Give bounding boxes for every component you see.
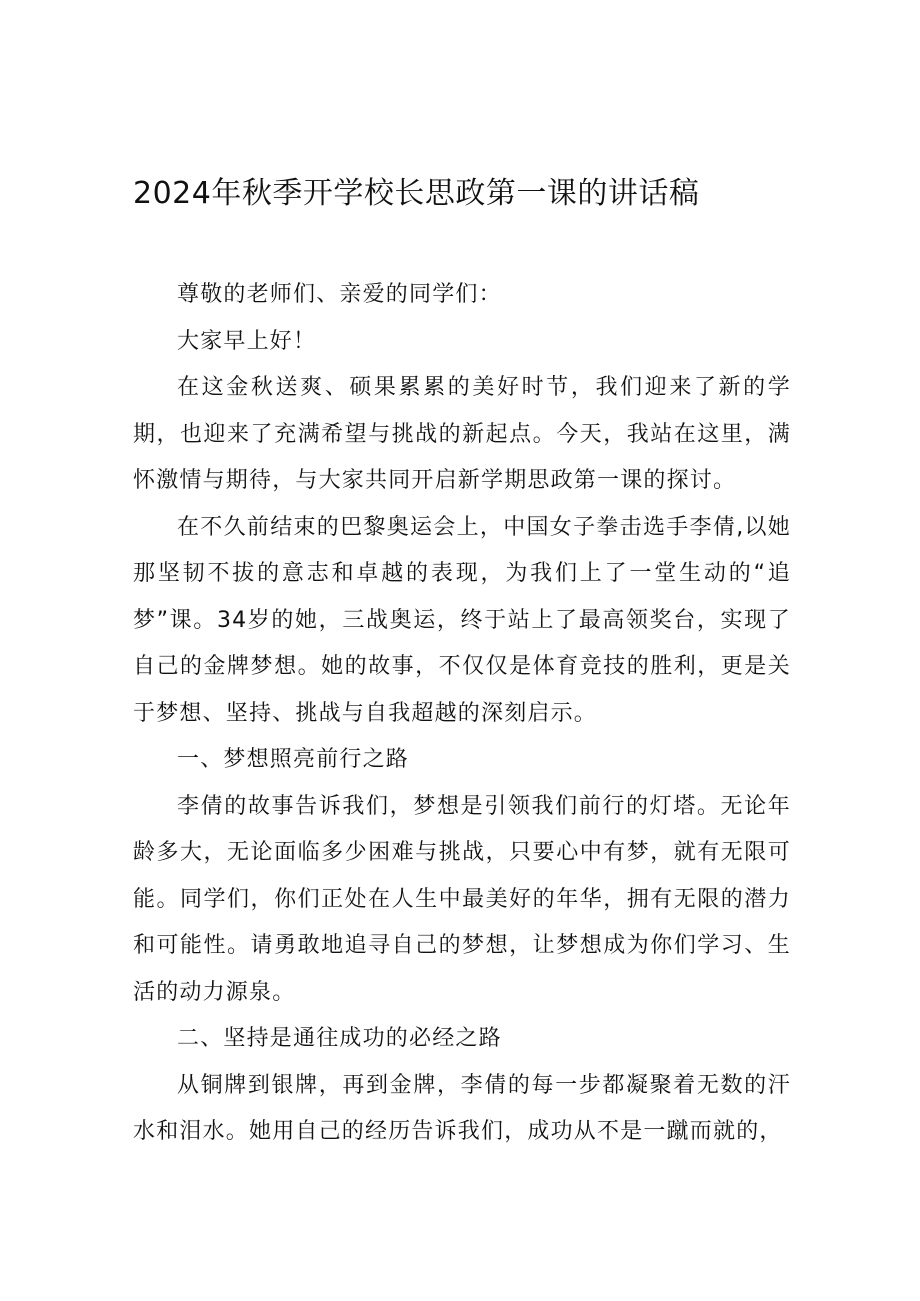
document-title: 2024年秋季开学校长思政第一课的讲话稿 bbox=[133, 176, 700, 211]
section-heading: 二、坚持是通往成功的必经之路 bbox=[177, 1026, 502, 1051]
body-paragraph: 李倩的故事告诉我们，梦想是引领我们前行的灯塔。无论年龄多大，无论面临多少困难与挑战，只要心中有梦，就有无限可能。同学们，你们正处在人生中最美好的年华，拥有无限的潜力和可能性。请勇敢地追寻自己的梦想，让梦想成为你们学习、生活的动力源泉。 bbox=[133, 793, 791, 1005]
body-paragraph: 在这金秋送爽、硕果累累的美好时节，我们迎来了新的学期，也迎来了充满希望与挑战的新起点。今天，我站在这里，满怀激情与期待，与大家共同开启新学期思政第一课的探讨。 bbox=[133, 375, 791, 493]
section-heading: 一、梦想照亮前行之路 bbox=[177, 747, 410, 772]
salutation: 尊敬的老师们、亲爱的同学们： bbox=[177, 282, 502, 307]
document-body bbox=[133, 272, 791, 1156]
body-paragraph: 在不久前结束的巴黎奥运会上，中国女子拳击选手李倩,以她那坚韧不拔的意志和卓越的表现，为我们上了一堂生动的“追梦”课。34岁的她，三战奥运，终于站上了最高领奖台，实现了自己的金牌梦想。她的故事，不仅仅是体育竞技的胜利，更是关于梦想、坚持、挑战与自我超越的深刻启示。 bbox=[133, 514, 791, 726]
greeting: 大家早上好！ bbox=[177, 328, 317, 354]
body-paragraph: 从铜牌到银牌，再到金牌，李倩的每一步都凝聚着无数的汗水和泪水。她用自己的经历告诉我们，成功从不是一蹴而就的， bbox=[133, 1072, 791, 1144]
